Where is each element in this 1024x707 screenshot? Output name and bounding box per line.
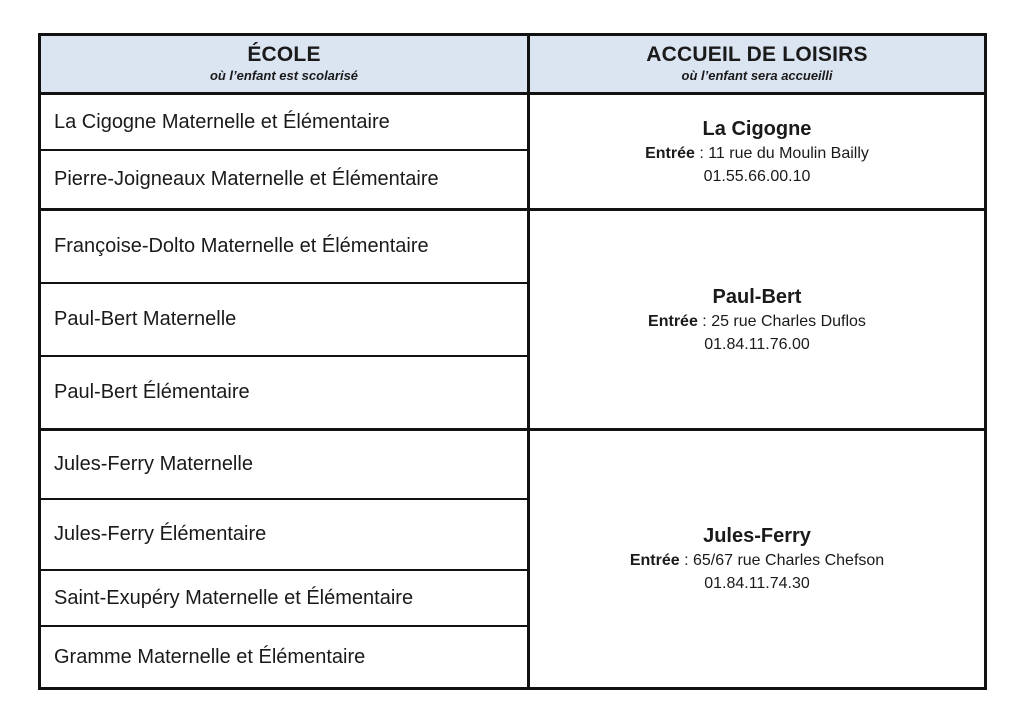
school-cell-la-cigogne: La Cigogne Maternelle et Élémentaire bbox=[40, 94, 529, 151]
entry-address: : 65/67 rue Charles Chefson bbox=[684, 552, 885, 569]
header-ecole-title: ÉCOLE bbox=[247, 42, 321, 66]
accueil-cell-jules-ferry bbox=[529, 430, 986, 689]
table-row bbox=[40, 210, 986, 284]
school-cell-paul-bert-elementaire: Paul-Bert Élémentaire bbox=[40, 356, 529, 430]
accueil-cell-la-cigogne bbox=[529, 94, 986, 210]
table-row bbox=[40, 94, 986, 151]
accueil-entry bbox=[536, 310, 978, 333]
entry-address: : 25 rue Charles Duflos bbox=[702, 312, 866, 330]
school-cell-jules-ferry-maternelle: Jules-Ferry Maternelle bbox=[40, 430, 529, 500]
school-cell-gramme: Gramme Maternelle et Élémentaire bbox=[40, 626, 529, 689]
header-row bbox=[40, 35, 986, 94]
accueil-entry bbox=[536, 142, 978, 165]
entry-label: Entrée bbox=[648, 312, 698, 330]
entry-address: : 11 rue du Moulin Bailly bbox=[699, 144, 869, 162]
accueil-phone: 01.84.11.76.00 bbox=[704, 335, 810, 353]
accueil-name: La Cigogne bbox=[702, 117, 812, 140]
accueil-phone: 01.84.11.74.30 bbox=[704, 575, 810, 592]
school-cell-pierre-joigneaux: Pierre-Joigneaux Maternelle et Élémentaire bbox=[40, 150, 529, 210]
school-cell-saint-exupery: Saint-Exupéry Maternelle et Élémentaire bbox=[40, 570, 529, 626]
school-cell-jules-ferry-elementaire: Jules-Ferry Élémentaire bbox=[40, 499, 529, 570]
header-ecole-subtitle: où l’enfant est scolarisé bbox=[209, 67, 359, 83]
table-row bbox=[40, 430, 986, 500]
accueil-entry bbox=[536, 549, 978, 572]
header-accueil-title: ACCUEIL DE LOISIRS bbox=[646, 42, 868, 66]
accueil-cell-paul-bert bbox=[529, 210, 986, 430]
entry-label: Entrée bbox=[645, 144, 695, 162]
school-accueil-table bbox=[38, 33, 987, 690]
accueil-name: Jules-Ferry bbox=[703, 525, 811, 547]
header-accueil-subtitle: où l’enfant sera accueilli bbox=[681, 67, 833, 83]
school-cell-francoise-dolto: Françoise-Dolto Maternelle et Élémentaire bbox=[40, 210, 529, 284]
header-cell-accueil bbox=[529, 35, 986, 94]
accueil-name: Paul-Bert bbox=[712, 285, 802, 308]
header-cell-ecole bbox=[40, 35, 529, 94]
entry-label: Entrée bbox=[629, 552, 680, 569]
accueil-phone: 01.55.66.00.10 bbox=[703, 167, 811, 185]
school-cell-paul-bert-maternelle: Paul-Bert Maternelle bbox=[40, 283, 529, 356]
